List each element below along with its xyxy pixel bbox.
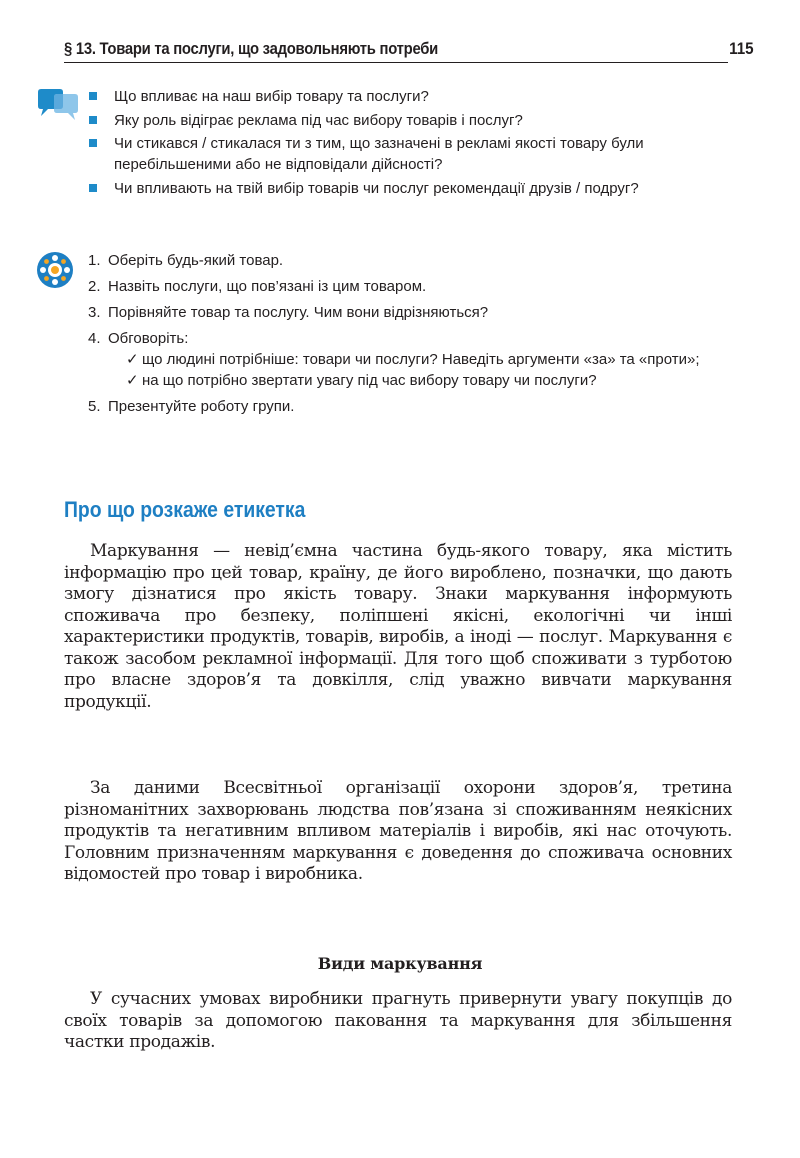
discussion-questions (88, 86, 748, 201)
list-item: ✓ що людині потрібніше: товари чи послуги? Наведіть аргументи «за» та «проти»; (126, 351, 700, 368)
header-rule (64, 62, 728, 63)
list-item: 2. Назвіть послуги, що пов’язані із цим товаром. (88, 278, 427, 295)
square-bullet-icon (89, 139, 97, 147)
list-item: 3. Порівняйте товар та послугу. Чим вони відрізняються? (88, 304, 489, 321)
checkmark-icon: ✓ (126, 351, 139, 368)
running-header (64, 40, 754, 66)
body-paragraph: За даними Всесвітньої організації охорони здоров’я, третина різноманітних захворювань людства пов’язана зі споживанням неякісних продуктів та негативним впливом матеріалів і виробів, які нас оточують. Головним призначенням маркування є доведення до споживача основних відомостей про товар і виробника. (64, 778, 732, 884)
square-bullet-icon (89, 116, 97, 124)
list-item: Чи впливають на твій вибір товарів чи послуг рекомендації друзів / подруг? (88, 178, 748, 199)
list-item: 5. Презентуйте роботу групи. (88, 398, 295, 415)
list-item: Чи стикався / стикалася ти з тим, що зазначені в рекламі якості товару були перебільшеними або не відповідали дійсності? (88, 133, 748, 175)
square-bullet-icon (89, 184, 97, 192)
section-heading: Про що розкаже етикетка (64, 497, 306, 522)
list-item: ✓ на що потрібно звертати увагу під час вибору товару чи послуги? (126, 372, 597, 389)
group-work-icon (36, 251, 74, 289)
body-paragraph: У сучасних умовах виробники прагнуть привернути увагу покупців до своїх товарів за допомогою паковання та маркування для збільшення частки продажів. (64, 989, 732, 1052)
header-title: § 13. Товари та послуги, що задовольняють потреби (64, 40, 439, 58)
list-item: Яку роль відіграє реклама під час вибору товарів і послуг? (88, 110, 748, 131)
list-item: Що впливає на наш вибір товару та послуги? (88, 86, 748, 107)
group-tasks (88, 250, 748, 422)
square-bullet-icon (89, 92, 97, 100)
list-item: 4. Обговоріть: ✓ що людині потрібніше: товари чи послуги? Наведіть аргументи «за» та «проти»; ✓ на що потрібно звертати увагу під час вибору товару чи послуги? (88, 328, 748, 391)
checkmark-icon: ✓ (126, 372, 139, 389)
page-number: 115 (729, 40, 754, 58)
subsection-heading: Види маркування (317, 954, 483, 973)
discussion-sublist (108, 349, 748, 391)
chat-bubbles-icon (36, 88, 80, 124)
body-paragraph: Маркування — невід’ємна частина будь-якого товару, яка містить інформацію про цей товар, країну, де його вироблено, позначки, що дають змогу дізнатися про якість товару. Знаки маркування інформують споживача про безпеку, поліпшені якісні, екологічні чи інші характеристики продуктів, товарів, виробів, а іноді — послуг. Маркування є також засобом рекламної інформації. Для того щоб споживати з турботою про власне здоров’я та довкілля, слід уважно вивчати маркування продукції. (64, 541, 732, 712)
list-item: 1. Оберіть будь-який товар. (88, 252, 284, 269)
